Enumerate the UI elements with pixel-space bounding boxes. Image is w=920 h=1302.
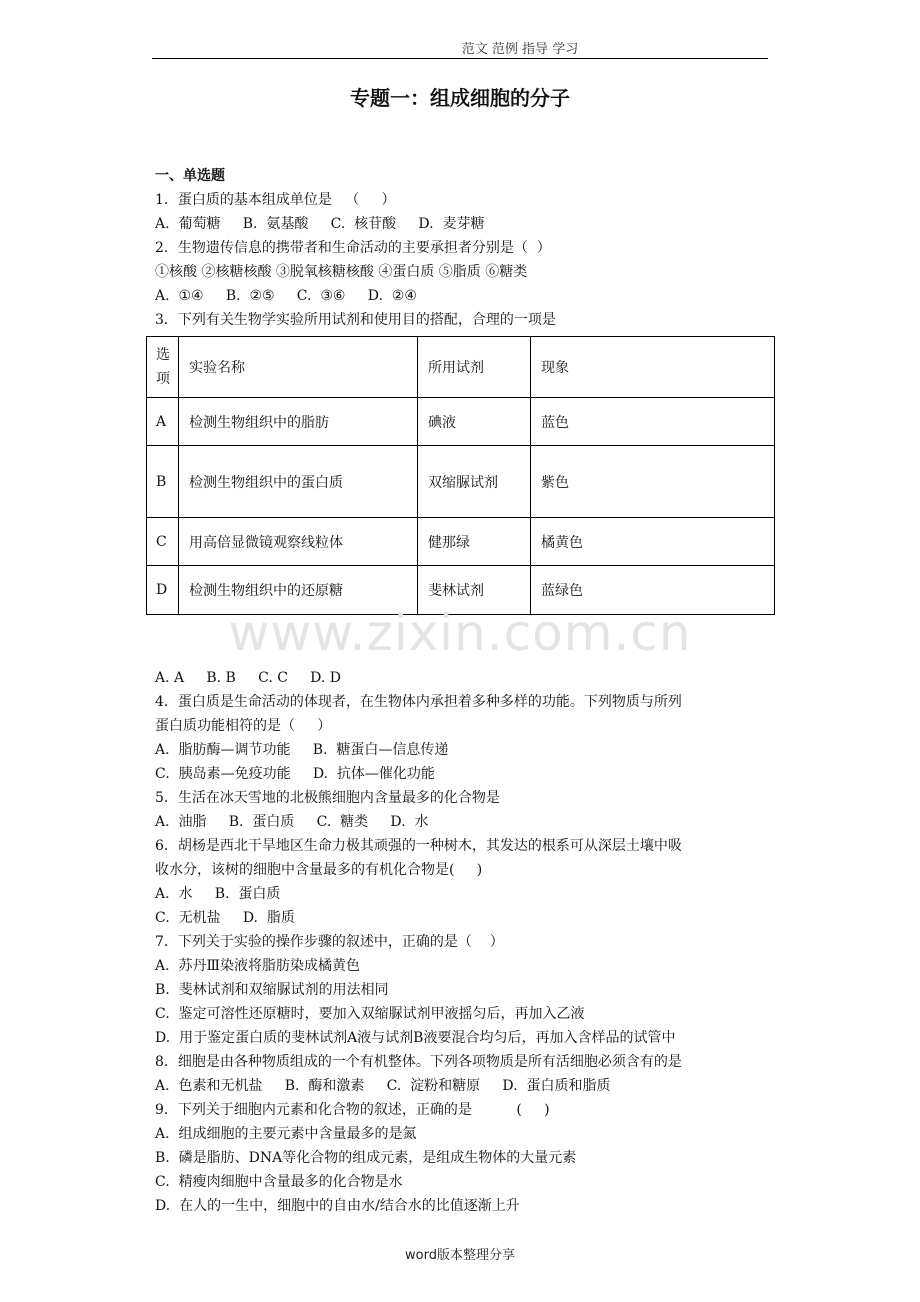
question-line: C. 鉴定可溶性还原糖时，要加入双缩脲试剂甲液摇匀后，再加入乙液	[155, 1006, 585, 1022]
table-cell: 碘液	[418, 398, 531, 446]
table-header-cell: 实验名称	[179, 337, 418, 398]
question-line: ①核酸 ②核糖核酸 ③脱氧核糖核酸 ④蛋白质 ⑤脂质 ⑥糖类	[155, 264, 528, 280]
question-line: A. 色素和无机盐 B. 酶和激素 C. 淀粉和糖原 D. 蛋白质和脂质	[155, 1078, 611, 1094]
table-cell: 紫色	[531, 446, 775, 518]
question-line: A. 组成细胞的主要元素中含量最多的是氮	[155, 1126, 417, 1142]
table-cell: 橘黄色	[531, 518, 775, 566]
table-cell: 检测生物组织中的脂肪	[179, 398, 418, 446]
table-cell: 斐林试剂	[418, 566, 531, 615]
question-line: A. 葡萄糖 B. 氨基酸 C. 核苷酸 D. 麦芽糖	[155, 216, 485, 232]
page-footer: word版本整理分享	[405, 1248, 515, 1263]
section-heading: 一、单选题	[155, 168, 225, 184]
question-line: 7．下列关于实验的操作步骤的叙述中，正确的是（ ）	[155, 934, 504, 950]
question-line: 3．下列有关生物学实验所用试剂和使用目的搭配，合理的一项是	[155, 312, 556, 328]
question-line: 收水分，该树的细胞中含量最多的有机化合物是( )	[155, 862, 483, 878]
question-line: A. 水 B. 蛋白质	[155, 886, 281, 902]
table-header-cell: 所用试剂	[418, 337, 531, 398]
table-cell: B	[147, 446, 179, 518]
question-line: 5．生活在冰天雪地的北极熊细胞内含量最多的化合物是	[155, 790, 500, 806]
header-rule	[152, 58, 768, 59]
table-cell: D	[147, 566, 179, 615]
question-line: D. 用于鉴定蛋白质的斐林试剂A液与试剂B液要混合均匀后，再加入含样品的试管中	[155, 1030, 676, 1046]
table-row	[147, 398, 775, 446]
table-header-row	[147, 337, 775, 398]
question-line: 2．生物遗传信息的携带者和生命活动的主要承担者分别是（ ）	[155, 240, 551, 256]
question-line: A. 油脂 B. 蛋白质 C. 糖类 D. 水	[155, 814, 429, 830]
experiment-table	[146, 336, 775, 615]
page-header: 范文 范例 指导 学习	[461, 42, 579, 57]
table-cell: 用高倍显微镜观察线粒体	[179, 518, 418, 566]
table-cell: 蓝色	[531, 398, 775, 446]
question-line: C. 精瘦肉细胞中含量最多的化合物是水	[155, 1174, 403, 1190]
table-cell: 健那绿	[418, 518, 531, 566]
question-line: 6．胡杨是西北干旱地区生命力极其顽强的一种树木，其发达的根系可从深层土壤中吸	[155, 838, 682, 854]
table-row	[147, 566, 775, 615]
question-line: A. 脂肪酶—调节功能 B. 糖蛋白—信息传递	[155, 742, 449, 758]
question-line: 4．蛋白质是生命活动的体现者，在生物体内承担着多种多样的功能。下列物质与所列	[155, 694, 682, 710]
table-header-cell: 选项	[147, 337, 179, 398]
content-bottom	[155, 666, 775, 1218]
question-line: C. 无机盐 D. 脂质	[155, 910, 295, 926]
question-line: D. 在人的一生中，细胞中的自由水/结合水的比值逐渐上升	[155, 1198, 520, 1214]
table-cell: 蓝绿色	[531, 566, 775, 615]
table-cell: 检测生物组织中的还原糖	[179, 566, 418, 615]
question-line: 8．细胞是由各种物质组成的一个有机整体。下列各项物质是所有活细胞必须含有的是	[155, 1054, 682, 1070]
table-cell: A	[147, 398, 179, 446]
question-line: A. ①④ B. ②⑤ C. ③⑥ D. ②④	[155, 288, 417, 304]
watermark: www.zixin.com.cn	[228, 604, 692, 662]
question-line: A. A B. B C. C D. D	[155, 670, 342, 686]
question-line: A. 苏丹Ⅲ染液将脂肪染成橘黄色	[155, 958, 360, 974]
question-line: B. 磷是脂肪、DNA等化合物的组成元素，是组成生物体的大量元素	[155, 1150, 577, 1166]
document-title: 专题一：组成细胞的分子	[350, 86, 570, 110]
table-cell: 检测生物组织中的蛋白质	[179, 446, 418, 518]
table-cell: 双缩脲试剂	[418, 446, 531, 518]
table-header-cell: 现象	[531, 337, 775, 398]
question-line: B. 斐林试剂和双缩脲试剂的用法相同	[155, 982, 389, 998]
table-row	[147, 518, 775, 566]
question-line: 9．下列关于细胞内元素和化合物的叙述，正确的是 ( )	[155, 1102, 550, 1118]
table-cell: C	[147, 518, 179, 566]
content-top	[155, 164, 775, 332]
table-row	[147, 446, 775, 518]
question-line: C. 胰岛素—免疫功能 D. 抗体—催化功能	[155, 766, 435, 782]
question-line: 1．蛋白质的基本组成单位是 （ ）	[155, 192, 396, 208]
question-line: 蛋白质功能相符的是（ ）	[155, 718, 332, 734]
